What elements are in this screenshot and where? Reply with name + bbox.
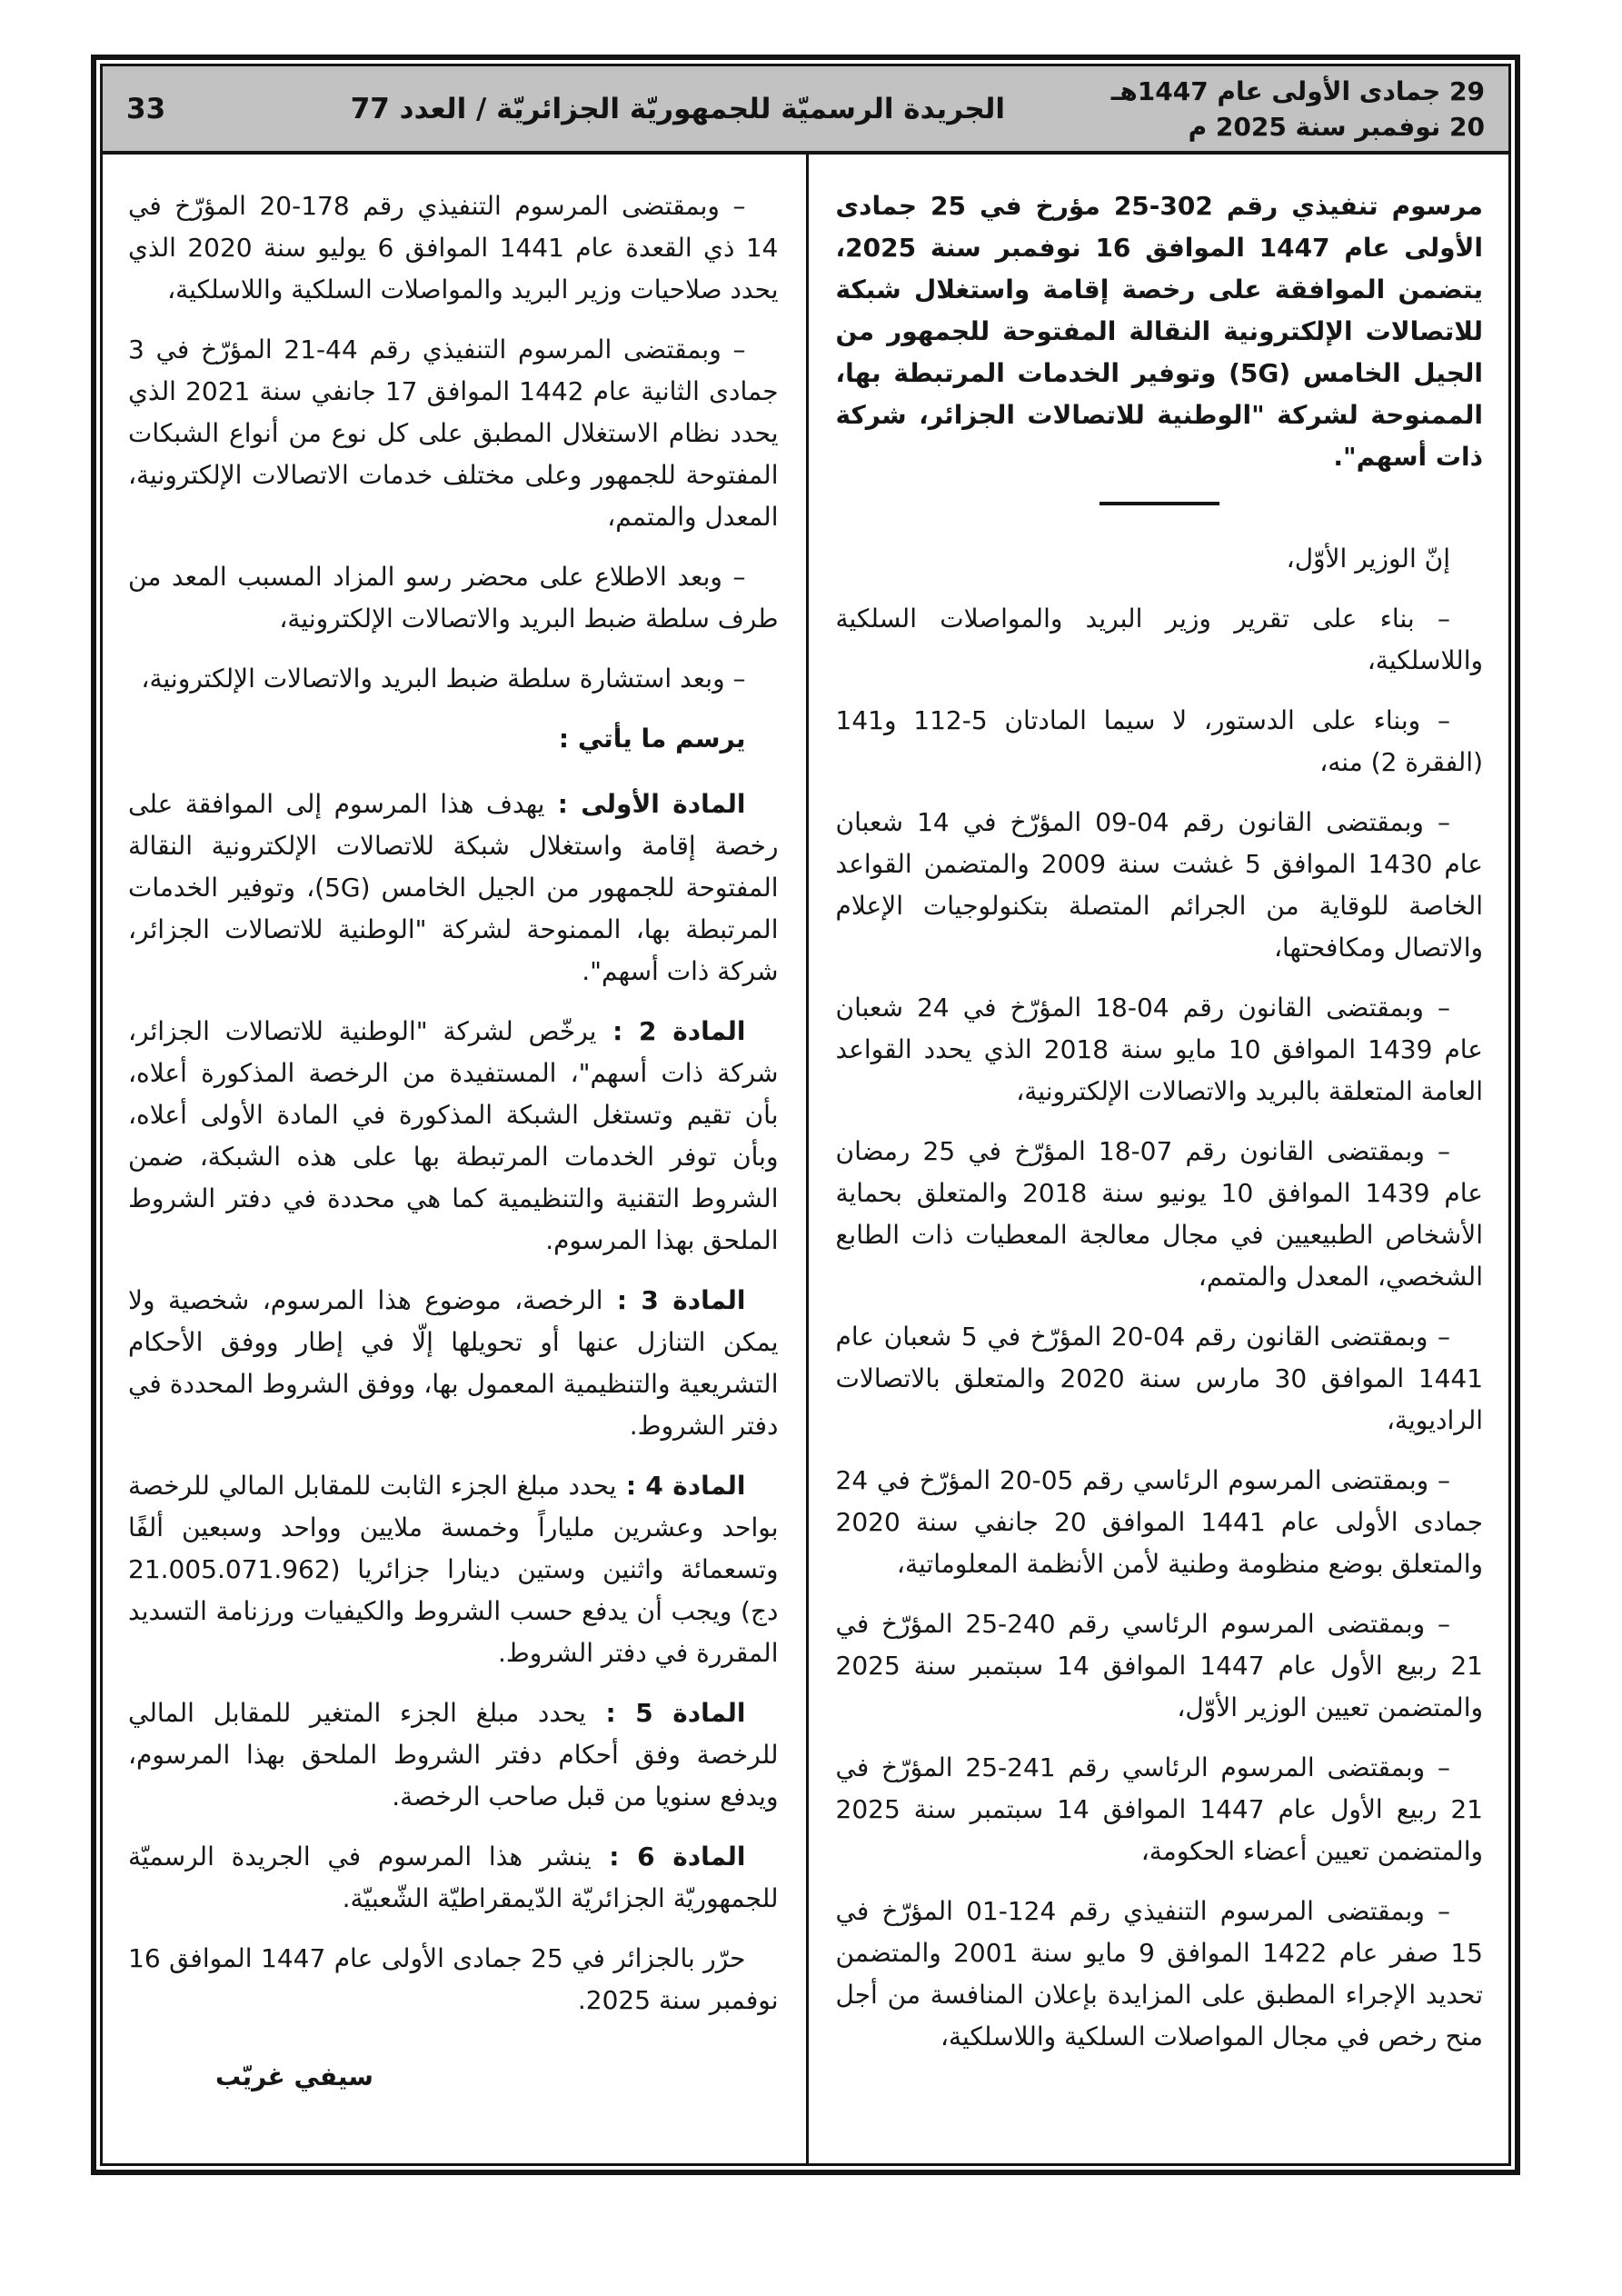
- visa-executive-decree-20-178: – وبمقتضى المرسوم التنفيذي رقم 178-20 المؤرّخ في 14 ذي القعدة عام 1441 الموافق 6 يوليو سنة 2020 الذي يحدد صلاحيات وزير البريد والمواصلات السلكية واللاسلكية،: [128, 191, 779, 304]
- visa-law-18-07: – وبمقتضى القانون رقم 07-18 المؤرّخ في 25 رمضان عام 1439 الموافق 10 يونيو سنة 2018 والمتعلق بحماية الأشخاص الطبيعيين في مجال معالجة المعطيات ذات الطابع الشخصي، المعدل والمتمم،: [835, 1136, 1483, 1292]
- header-band: [103, 66, 1508, 155]
- article-1-text: يهدف هذا المرسوم إلى الموافقة على رخصة إقامة واستغلال شبكة للاتصالات الإلكترونية النقالة المفتوحة للجمهور من الجيل الخامس (5G)، وتوفير الخدمات المرتبطة بها، الممنوحة لشركة "الوطنية للاتصالات الجزائر، شركة ذات أسهم".: [128, 789, 779, 986]
- hijri-date: 29 جمادى الأولى عام 1447هـ: [1110, 75, 1485, 106]
- article-3: [128, 1280, 779, 1447]
- gregorian-date: 20 نوفمبر سنة 2025 م: [1188, 111, 1485, 142]
- visa-arpce-consultation: – وبعد استشارة سلطة ضبط البريد والاتصالات الإلكترونية،: [141, 664, 746, 694]
- page-frame: [91, 55, 1520, 2175]
- article-3-label: المادة 3 :: [602, 1285, 746, 1315]
- visa-report: – بناء على تقرير وزير البريد والمواصلات السلكية واللاسلكية،: [835, 604, 1483, 675]
- visa-executive-decree-01-124: – وبمقتضى المرسوم التنفيذي رقم 124-01 المؤرّخ في 15 صفر عام 1422 الموافق 9 مايو سنة 2001 والمتضمن تحديد الإجراء المطبق على المزايدة بإعلان المنافسة من أجل منح رخص في مجال المواصلات السلكية واللاسلكية،: [835, 1896, 1483, 2051]
- article-2: [128, 1011, 779, 1262]
- preamble-minister: إنّ الوزير الأوّل،: [1286, 544, 1450, 574]
- article-4: [128, 1465, 779, 1674]
- visa-presidential-decree-25-240: – وبمقتضى المرسوم الرئاسي رقم 240-25 المؤرّخ في 21 ربيع الأول عام 1447 الموافق 14 سبتمبر سنة 2025 والمتضمن تعيين الوزير الأوّل،: [835, 1609, 1483, 1722]
- column-right: [806, 155, 1509, 2163]
- visa-presidential-decree-25-241: – وبمقتضى المرسوم الرئاسي رقم 241-25 المؤرّخ في 21 ربيع الأول عام 1447 الموافق 14 سبتمبر سنة 2025 والمتضمن تعيين أعضاء الحكومة،: [835, 1752, 1483, 1866]
- visa-law-09-04: – وبمقتضى القانون رقم 04-09 المؤرّخ في 14 شعبان عام 1430 الموافق 5 غشت سنة 2009 والمتضمن القواعد الخاصة للوقاية من الجرائم المتصلة بتكنولوجيات الإعلام والاتصال ومكافحتها،: [835, 807, 1483, 963]
- visa-executive-decree-21-44: – وبمقتضى المرسوم التنفيذي رقم 44-21 المؤرّخ في 3 جمادى الثانية عام 1442 الموافق 17 جانفي سنة 2021 الذي يحدد نظام الاستغلال المطبق على كل نوع من أنواع الشبكات المفتوحة للجمهور وعلى مختلف خدمات الاتصالات الإلكترونية، المعدل والمتمم،: [128, 334, 779, 532]
- article-6-label: المادة 6 :: [591, 1842, 746, 1872]
- article-3-text: الرخصة، موضوع هذا المرسوم، شخصية ولا يمكن التنازل عنها أو تحويلها إلّا في إطار ووفق الأحكام التشريعية والتنظيمية المعمول بها، ووفق الشروط المحددة في دفتر الشروط.: [128, 1285, 779, 1441]
- closing-date: حرّر بالجزائر في 25 جمادى الأولى عام 1447 الموافق 16 نوفمبر سنة 2025.: [128, 1943, 779, 2015]
- header-dates: [1111, 74, 1485, 145]
- page-frame-inner: [100, 64, 1511, 2166]
- signature: سيفي غريّب: [215, 2061, 373, 2091]
- visa-law-20-04: – وبمقتضى القانون رقم 04-20 المؤرّخ في 5 شعبان عام 1441 الموافق 30 مارس سنة 2020 والمتعلق بالاتصالات الراديوية،: [835, 1322, 1484, 1435]
- visa-constitution: – وبناء على الدستور، لا سيما المادتان 5-112 و141 (الفقرة 2) منه،: [835, 705, 1483, 777]
- article-4-label: المادة 4 :: [616, 1471, 746, 1501]
- article-6: [128, 1836, 779, 1920]
- article-1: [128, 784, 779, 993]
- article-5-text: يحدد مبلغ الجزء المتغير للمقابل المالي للرخصة وفق أحكام دفتر الشروط الملحق بهذا المرسوم، ويدفع سنويا من قبل صاحب الرخصة.: [128, 1698, 779, 1812]
- enacting-heading: يرسم ما يأتي :: [558, 724, 746, 754]
- separator-rule: [1100, 502, 1219, 505]
- visa-law-18-04: – وبمقتضى القانون رقم 04-18 المؤرّخ في 24 شعبان عام 1439 الموافق 10 مايو سنة 2018 الذي يحدد القواعد العامة المتعلقة بالبريد والاتصالات الإلكترونية،: [835, 993, 1484, 1106]
- article-5-label: المادة 5 :: [585, 1698, 746, 1728]
- article-5: [128, 1692, 779, 1818]
- article-1-label: المادة الأولى :: [544, 789, 746, 819]
- decree-title: مرسوم تنفيذي رقم 302-25 مؤرخ في 25 جمادى الأولى عام 1447 الموافق 16 نوفمبر سنة 2025، يتضمن الموافقة على رخصة إقامة واستغلال شبكة للاتصالات الإلكترونية النقالة المفتوحة للجمهور من الجيل الخامس (5G) وتوفير الخدمات المرتبطة بها، الممنوحة لشركة "الوطنية للاتصالات الجزائر، شركة ذات أسهم".: [835, 191, 1484, 472]
- columns-area: [103, 155, 1508, 2163]
- article-4-text: يحدد مبلغ الجزء الثابت للمقابل المالي للرخصة بواحد وعشرين ملياراً وخمسة ملايين وواحد وسبعين ألفًا وتسعمائة واثنين وستين دينارا جزائريا (21.005.071.962 دج) ويجب أن يدفع حسب الشروط والكيفيات ورزنامة التسديد المقررة في دفتر الشروط.: [128, 1471, 779, 1668]
- visa-presidential-decree-20-05: – وبمقتضى المرسوم الرئاسي رقم 05-20 المؤرّخ في 24 جمادى الأولى عام 1441 الموافق 20 جانفي سنة 2020 والمتعلق بوضع منظومة وطنية لأمن الأنظمة المعلوماتية،: [835, 1465, 1484, 1579]
- article-6-text: ينشر هذا المرسوم في الجريدة الرسميّة للجمهوريّة الجزائريّة الدّيمقراطيّة الشّعبيّة.: [128, 1842, 779, 1913]
- page-number: 33: [126, 92, 166, 125]
- visa-auction-report: – وبعد الاطلاع على محضر رسو المزاد المسبب المعد من طرف سلطة ضبط البريد والاتصالات الإلكترونية،: [128, 562, 779, 634]
- column-left: [103, 155, 806, 2163]
- article-2-text: يرخّص لشركة "الوطنية للاتصالات الجزائر، شركة ذات أسهم"، المستفيدة من الرخصة المذكورة أعلاه، بأن تقيم وتستغل الشبكة المذكورة في المادة الأولى أعلاه، وبأن توفر الخدمات المرتبطة بها على هذه الشبكة، ضمن الشروط التقنية والتنظيمية كما هي محددة في دفتر الشروط الملحق بهذا المرسوم.: [128, 1016, 779, 1255]
- journal-title: الجريدة الرسميّة للجمهوريّة الجزائريّة / العدد 77: [350, 92, 1006, 125]
- article-2-label: المادة 2 :: [596, 1016, 746, 1046]
